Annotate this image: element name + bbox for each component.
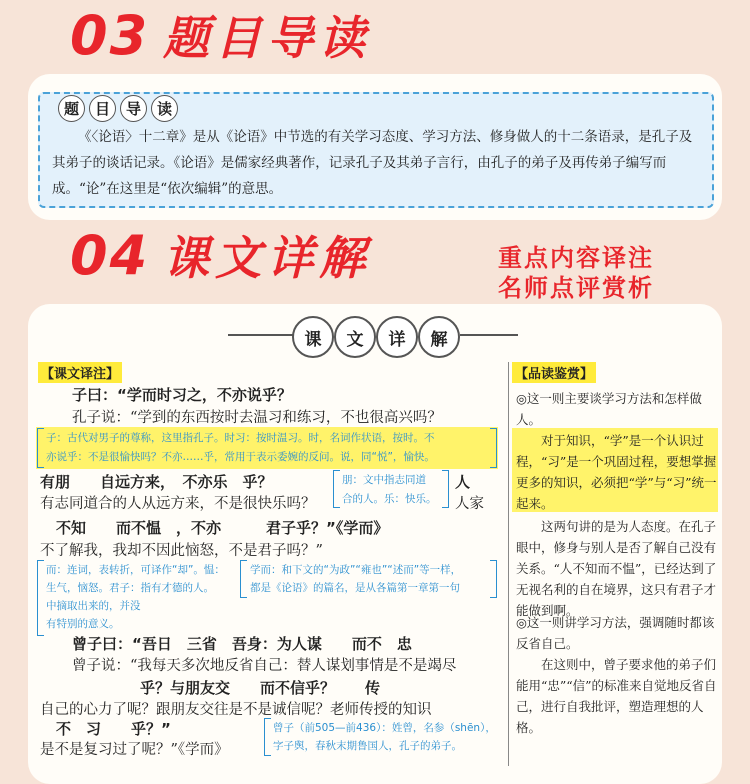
section-title: 题目导读 [163,11,372,65]
translation-line: 曾子说：“我每天多次地反省自己：替人谋划事情是不是竭尽 [72,658,457,674]
note-bracket [37,560,44,636]
translation-line: 人家 [455,496,484,512]
original-line: 乎？与朋友交 而不信乎？ 传 [140,679,381,697]
section-number: 04 [70,224,150,287]
banner-char: 详 [376,316,418,358]
note-bracket [442,470,449,508]
annotation-line: 朋：文中指志同道 [342,474,426,486]
section-number: 03 [70,4,150,67]
lesson-banner [228,312,518,358]
heading-char: 导 [120,95,147,122]
original-line: 有朋 自远方来， 不亦乐 乎？ [40,473,273,491]
annotation-line: 合的人。乐：快乐。 [342,493,437,505]
banner-line-left [228,334,294,336]
original-line: 子曰：“学而时习之，不亦说乎？ [72,386,292,404]
translation-line: 孔子说：“学到的东西按时去温习和练习，不也很高兴吗？ [72,410,442,426]
appreciation-text: 这两句讲的是为人态度。在孔子眼中，修身与别人是否了解自己没有关系。“人不知而不愠”，已经达到了无视名利的自在境界，这只有君子才能做到啊。 [516,519,717,618]
heading-char: 目 [89,95,116,122]
annotation-line: 都是《论语》的篇名，是从各篇第一章第一句 [250,582,460,594]
annotation-line: 亦说乎：不是很愉快吗？不亦……乎，常用于表示委婉的反问。说，同“悦”，愉快。 [46,451,435,463]
translation-line: 不了解我，我却不因此恼怒，不是君子吗？” [40,543,323,559]
banner-char: 文 [334,316,376,358]
banner-char: 解 [418,316,460,358]
note-bracket [37,428,44,468]
note-bracket [264,718,271,756]
note-bracket [333,470,340,508]
column-divider [508,362,509,766]
section-title: 课文详解 [163,231,372,285]
banner-char: 课 [292,316,334,358]
note-bracket [240,560,247,598]
translation-line: 自己的心力了呢？跟朋友交往是不是诚信呢？老师传授的知识 [40,702,432,718]
side-caption-1: 重点内容译注 [498,244,654,272]
note-bracket [490,428,497,468]
annotation-line: 生气，恼怒。君子：指有才德的人。 [46,582,214,594]
intro-text: 《〈论语〉十二章》是从《论语》中节选的有关学习态度、学习方法、修身做人的十二条语录，是孔子及其弟子的谈话记录。《论语》是儒家经典著作，记录孔子及其弟子言行，由孔子的弟子及再传弟子编写而成。“论”在这里是“依次编辑”的意思。 [52,129,693,197]
appreciation-text: ◎这一则讲学习方法，强调随时都该反省自己。 [516,615,715,651]
note-bracket [490,560,497,598]
heading-char: 读 [151,95,178,122]
appreciation-text: ◎这一则主要谈学习方法和怎样做人。 [516,391,702,427]
annotation-line: 子：古代对男子的尊称，这里指孔子。时习：按时温习。时，名词作状语，按时。不 [46,432,435,444]
side-caption-2: 名师点评赏析 [498,274,654,302]
original-line: 不 习 乎？” [56,720,171,738]
original-line: 曾子曰：“吾日 三省 吾身：为人谋 而不 忠 [72,635,412,653]
annotation-line: 而：连词，表转折，可译作“却”。愠： [46,564,225,576]
heading-char: 题 [58,95,85,122]
appreciation-text: 对于知识，“学”是一个认识过程，“习”是一个巩固过程，要想掌握更多的知识，必须把“学”与“习”统一起来。 [516,433,717,511]
annotation-line: 有特别的意义。 [46,618,120,630]
left-column-label: 【课文译注】 [38,362,122,383]
section-03-heading [70,2,371,68]
annotation-line: 字子舆，春秋末期鲁国人，孔子的弟子。 [273,740,462,752]
translation-line: 有志同道合的人从远方来，不是很快乐吗？ [40,496,316,512]
section-04-heading [70,222,371,288]
right-column-label: 【品读鉴赏】 [512,362,596,383]
translation-line: 是不是复习过了呢？”《学而》 [40,742,229,758]
intro-heading [58,95,178,121]
annotation-line: 中摘取出来的，并没 [46,600,141,612]
original-line: 不知 而不愠 ，不亦 君子乎？”《学而》 [56,519,389,537]
banner-line-right [460,334,518,336]
appreciation-text: 在这则中，曾子要求他的弟子们能用“忠”“信”的标准来自觉地反省自己，进行自我批评，塑造理想的人格。 [516,657,717,735]
annotation-line: 曾子（前505—前436）：姓曾，名参（shēn）， [273,722,496,734]
annotation-line: 学而：和下文的“为政”“雍也”“述而”等一样， [250,564,462,576]
original-line: 人 [455,473,471,491]
